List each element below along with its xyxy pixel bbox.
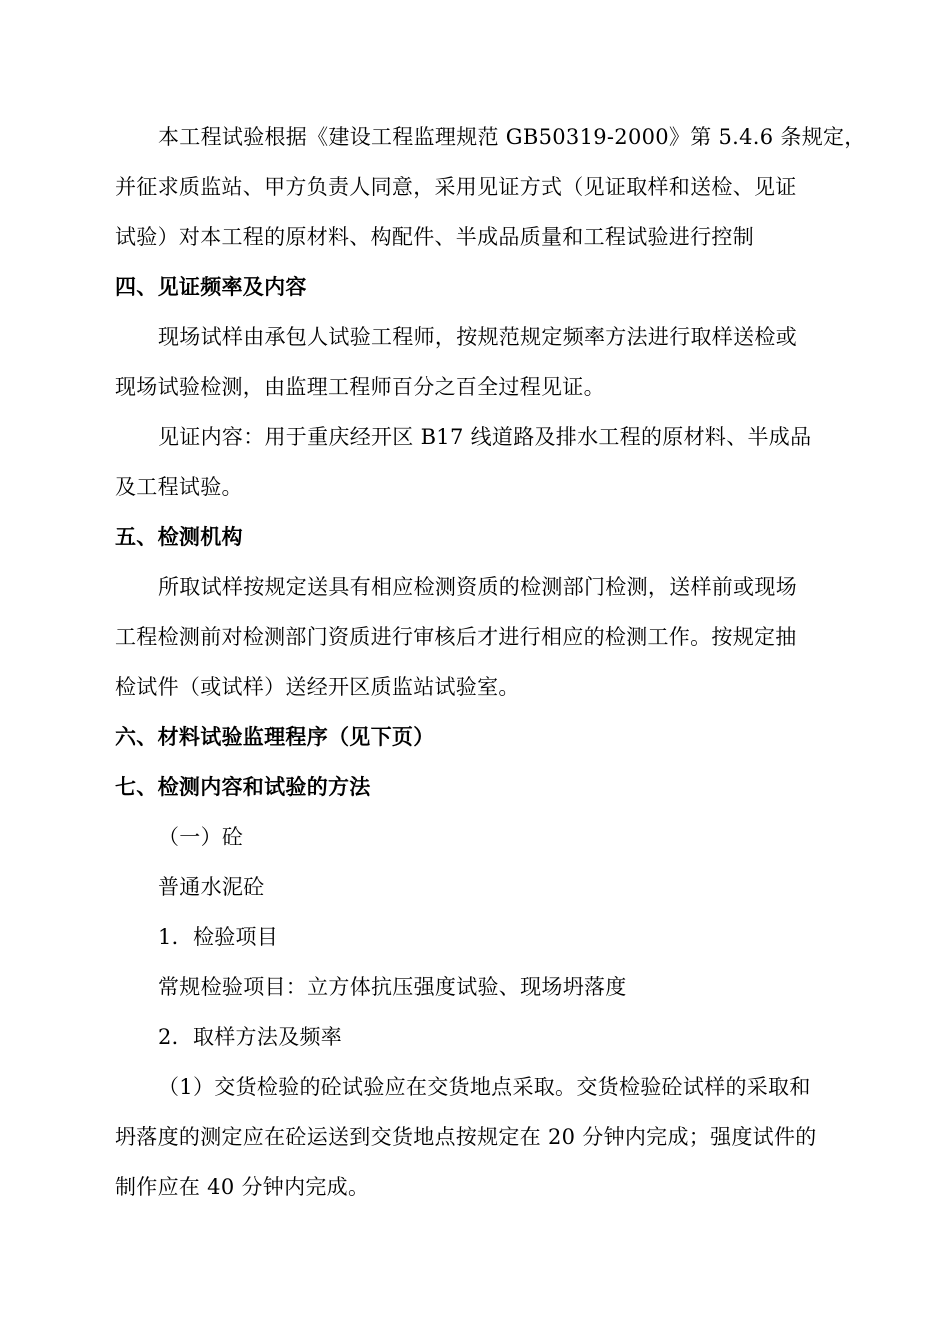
section-heading: 四、见证频率及内容 (115, 274, 307, 299)
paragraph-line: 试验）对本工程的原材料、构配件、半成品质量和工程试验进行控制 (115, 225, 754, 249)
paragraph-line: 普通水泥砼 (158, 875, 265, 899)
list-item: 2．取样方法及频率 (158, 1025, 343, 1049)
paragraph-line: 本工程试验根据《建设工程监理规范 GB50319-2000》第 5.4.6 条规定， (158, 125, 866, 149)
section-heading: 五、检测机构 (115, 524, 243, 549)
paragraph-line: 制作应在 40 分钟内完成。 (115, 1175, 370, 1199)
paragraph-line: 并征求质监站、甲方负责人同意，采用见证方式（见证取样和送检、见证 (115, 175, 797, 199)
section-heading: 七、检测内容和试验的方法 (115, 774, 371, 799)
paragraph-line: 及工程试验。 (115, 475, 243, 499)
paragraph-line: 见证内容：用于重庆经开区 B17 线道路及排水工程的原材料、半成品 (158, 425, 812, 449)
paragraph-line: 现场试样由承包人试验工程师，按规范规定频率方法进行取样送检或 (158, 325, 797, 349)
paragraph-line: 现场试验检测，由监理工程师百分之百全过程见证。 (115, 375, 605, 399)
paragraph-line: 坍落度的测定应在砼运送到交货地点按规定在 20 分钟内完成；强度试件的 (115, 1125, 817, 1149)
paragraph-line: （1）交货检验的砼试验应在交货地点采取。交货检验砼试样的采取和 (158, 1075, 811, 1099)
section-heading: 六、材料试验监理程序（见下页） (115, 724, 435, 749)
paragraph-line: 工程检测前对检测部门资质进行审核后才进行相应的检测工作。按规定抽 (115, 625, 797, 649)
list-item: 1．检验项目 (158, 925, 279, 949)
paragraph-line: 检试件（或试样）送经开区质监站试验室。 (115, 675, 520, 699)
paragraph-line: 常规检验项目：立方体抗压强度试验、现场坍落度 (158, 975, 627, 999)
subsection-heading: （一）砼 (158, 825, 244, 849)
paragraph-line: 所取试样按规定送具有相应检测资质的检测部门检测，送样前或现场 (158, 575, 797, 599)
